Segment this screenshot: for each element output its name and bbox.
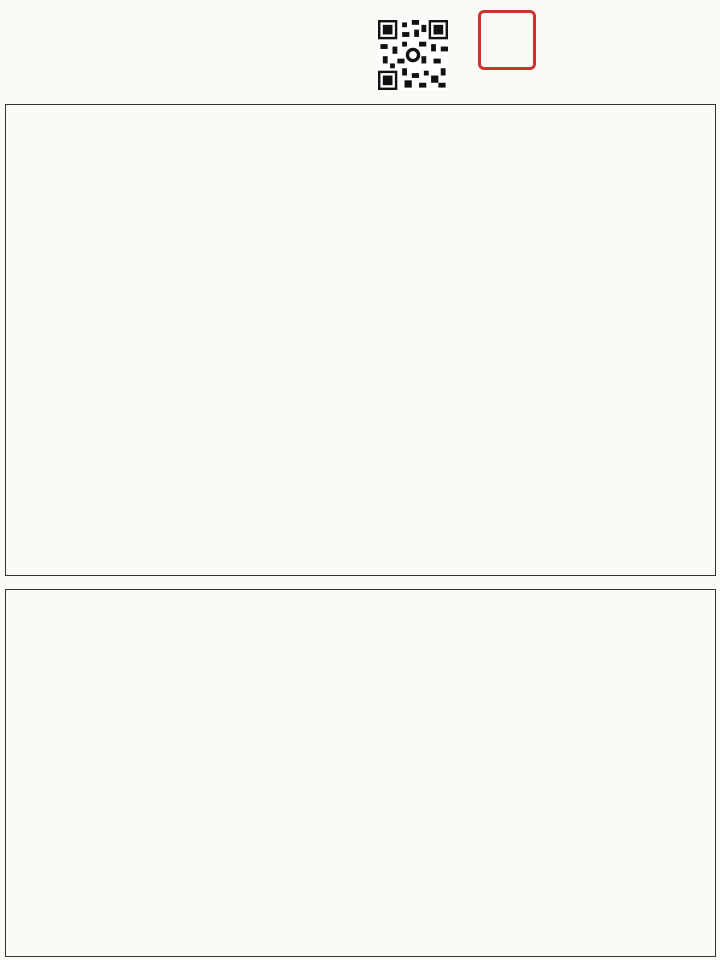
seal-stamp xyxy=(478,10,536,70)
qr-code-icon[interactable] xyxy=(378,20,448,90)
four-pillars-grid xyxy=(5,104,716,576)
header xyxy=(0,0,720,100)
yearly-table xyxy=(5,589,716,957)
